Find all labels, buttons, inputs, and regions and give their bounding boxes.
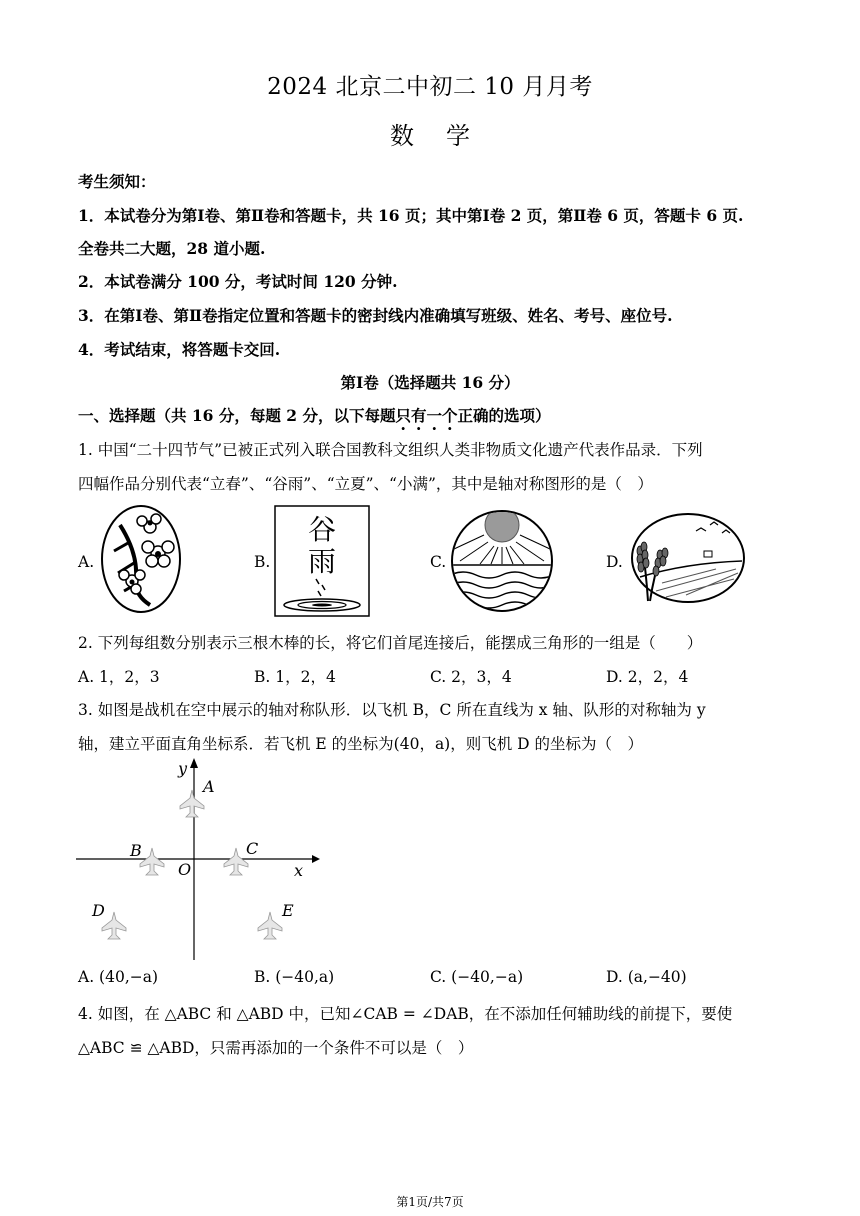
q1-figure-c-summer-sun xyxy=(450,509,554,613)
q3-figure-formation xyxy=(76,758,322,962)
subject-title: 数学 xyxy=(390,122,502,150)
q3-option-b[interactable]: B. (−40,a) xyxy=(254,968,335,986)
q1-option-a[interactable]: A. xyxy=(78,553,95,571)
q1-stem-line1: 1. 中国“二十四节气”已被正式列入联合国教科文组织人类非物质文化遗产代表作品录．下列 xyxy=(78,441,703,459)
q3-option-a[interactable]: A. (40,−a) xyxy=(78,968,159,986)
svg-text:雨: 雨 xyxy=(307,545,337,578)
q1-option-c[interactable]: C. xyxy=(430,553,447,571)
q3-stem-line1: 3. 如图是战机在空中展示的轴对称队形．以飞机 B，C 所在直线为 x 轴、队形的对称轴为 y xyxy=(78,701,706,719)
q1-figure-a-spring-flowers xyxy=(98,503,184,615)
part-title: 第Ⅰ卷（选择题共 16 分） xyxy=(340,373,520,392)
q4-stem-line2: △ABC ≌ △ABD，只需再添加的一个条件不可以是（ ） xyxy=(78,1039,474,1057)
notice-item-2: 2．本试卷满分 100 分，考试时间 120 分钟. xyxy=(78,272,398,291)
svg-text:A: A xyxy=(203,777,215,796)
q1-figure-d-grain-full xyxy=(626,511,746,605)
svg-text:谷: 谷 xyxy=(307,513,337,546)
q2-option-c[interactable]: C. 2，3，4 xyxy=(430,668,512,686)
notice-item-1b: 全卷共二大题，28 道小题. xyxy=(78,239,266,258)
q2-option-a[interactable]: A. 1，2，3 xyxy=(78,668,160,686)
page-number: 第1页/共7页 xyxy=(396,1195,464,1209)
q3-option-c[interactable]: C. (−40,−a) xyxy=(430,968,524,986)
q2-option-b[interactable]: B. 1，2，4 xyxy=(254,668,336,686)
svg-text:y: y xyxy=(178,759,188,778)
section-heading: 一、选择题（共 16 分，每题 2 分，以下每题只有一个正确的选项） xyxy=(78,406,551,425)
q3-option-d[interactable]: D. (a,−40) xyxy=(606,968,687,986)
notice-item-1a: 1．本试卷分为第Ⅰ卷、第Ⅱ卷和答题卡，共 16 页；其中第Ⅰ卷 2 页，第Ⅱ卷 6 页，答题卡 6 页. xyxy=(78,206,744,225)
exam-title: 2024 北京二中初二 10 月月考 xyxy=(267,74,593,100)
q2-option-d[interactable]: D. 2，2，4 xyxy=(606,668,689,686)
svg-text:O: O xyxy=(178,860,192,879)
svg-text:C: C xyxy=(246,839,259,858)
notice-item-4: 4．考试结束，将答题卡交回. xyxy=(78,340,281,359)
q4-stem-line1: 4. 如图，在 △ABC 和 △ABD 中，已知∠CAB = ∠DAB，在不添加任何辅助线的前提下，要使 xyxy=(78,1005,733,1023)
q1-option-b[interactable]: B. xyxy=(254,553,271,571)
q1-figure-b-grain-rain xyxy=(274,505,370,617)
q3-stem-line2: 轴，建立平面直角坐标系．若飞机 E 的坐标为(40，a)，则飞机 D 的坐标为（ ） xyxy=(78,735,644,753)
svg-text:x: x xyxy=(294,861,304,880)
q1-option-d[interactable]: D. xyxy=(606,553,623,571)
notice-heading: 考生须知： xyxy=(78,172,156,191)
svg-text:D: D xyxy=(92,901,105,920)
q1-stem-line2: 四幅作品分别代表“立春”、“谷雨”、“立夏”、“小满”，其中是轴对称图形的是（ ） xyxy=(78,475,653,493)
svg-text:B: B xyxy=(130,841,142,860)
notice-item-3: 3．在第Ⅰ卷、第Ⅱ卷指定位置和答题卡的密封线内准确填写班级、姓名、考号、座位号. xyxy=(78,306,673,325)
q2-stem: 2. 下列每组数分别表示三根木棒的长，将它们首尾连接后，能摆成三角形的一组是（ ） xyxy=(78,634,703,652)
svg-text:E: E xyxy=(282,901,294,920)
